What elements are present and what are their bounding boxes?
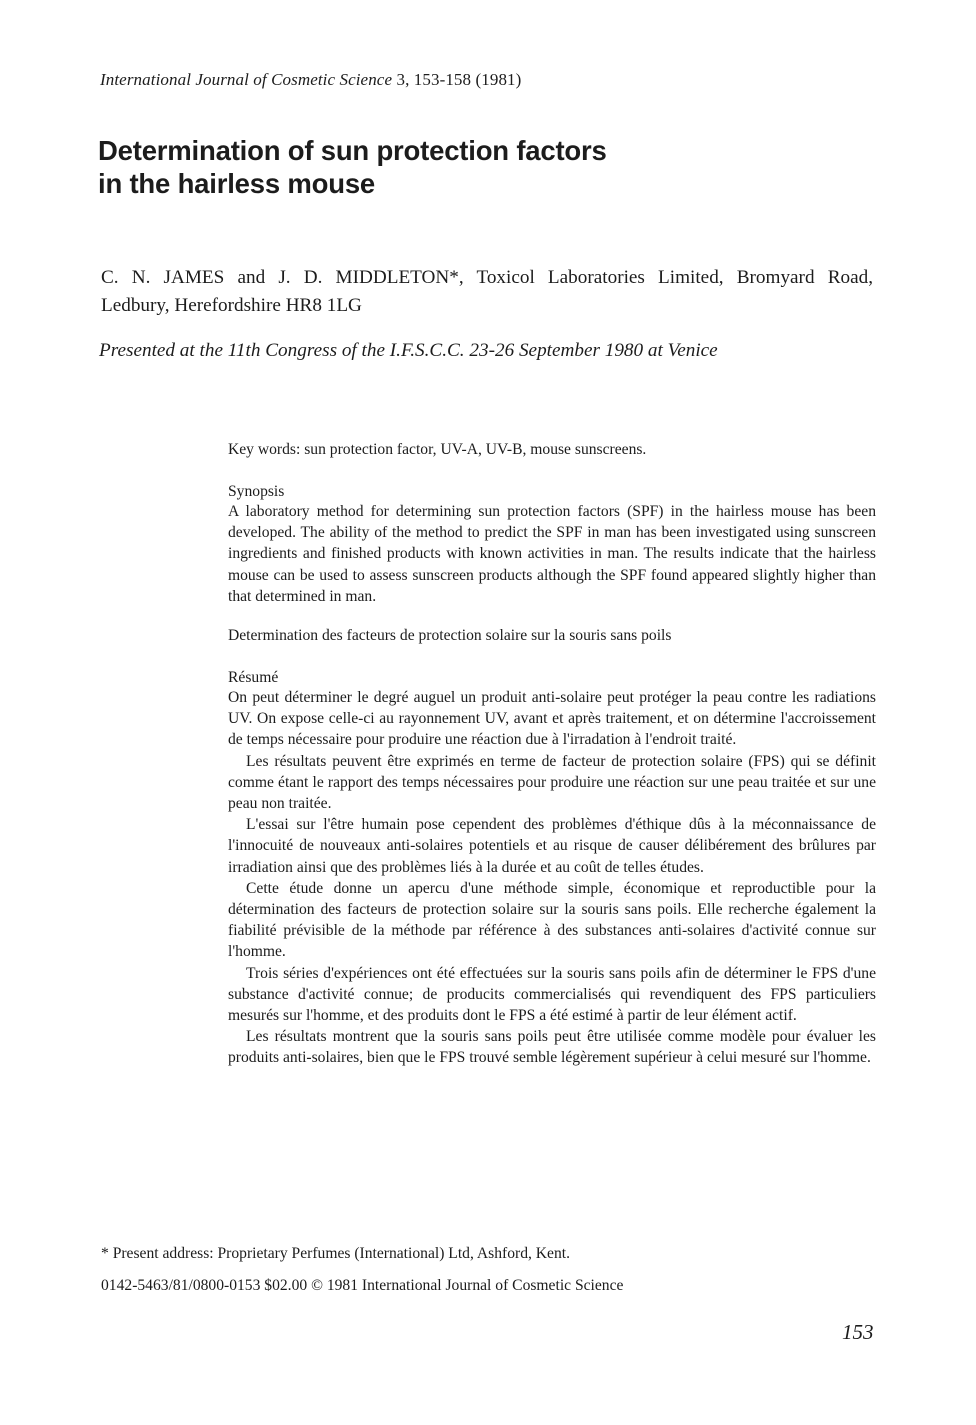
- footnote: * Present address: Proprietary Perfumes (International) Ltd, Ashford, Kent.: [101, 1245, 570, 1262]
- page-number: 153: [842, 1320, 874, 1344]
- synopsis-text: A laboratory method for determining sun protection factors (SPF) in the hairless mouse has been developed. The ability of the method to predict the SPF in man has been investigated using sunscreen ingredients and finished products with known activities in man. The results indicate that the hairless mouse can be used to assess sunscreen products although the SPF found appeared slightly higher than that determined in man.: [228, 503, 876, 605]
- resume-paragraph: L'essai sur l'être humain pose cependent des problèmes d'éthique dûs à la méconnaissance de l'innocuité de nouveaux anti-solaires potentiels et au risque de causer délibérement des brûlures par irradiation ainsi que des problèmes liés à la durée et au coût de telles études.: [228, 816, 876, 876]
- resume-paragraph: On peut déterminer le degré auguel un produit anti-solaire peut protéger la peau contre les radiations UV. On expose celle-ci au rayonnement UV, avant et après traitement, et on détermine l'accroissement de temps nécessaire pour produire une réaction due à l'irradation à l'endroit traité.: [228, 689, 876, 749]
- journal-name: International Journal of Cosmetic Science: [100, 70, 393, 89]
- synopsis-heading: Synopsis: [228, 483, 285, 500]
- authors-address: Ledbury, Herefordshire HR8 1LG: [101, 295, 362, 316]
- authors-affiliation: C. N. JAMES and J. D. MIDDLETON*, Toxicol Laboratories Limited, Bromyard Road,: [101, 267, 873, 288]
- french-title: Determination des facteurs de protection solaire sur la souris sans poils: [228, 627, 672, 644]
- keywords: [228, 439, 876, 460]
- volume-pages: 3, 153-158 (1981): [396, 70, 522, 89]
- resume-heading: Résumé: [228, 669, 279, 686]
- keywords-value: sun protection factor, UV-A, UV-B, mouse sunscreens.: [304, 441, 647, 458]
- keywords-label: Key words:: [228, 441, 301, 458]
- resume-paragraph: Trois séries d'expériences ont été effectuées sur la souris sans poils afin de déterminer le FPS d'une substance d'activité connue; de producits commercialisés qui revendiquent des FPS particuliers mesurés sur l'homme, et des produits dont le FPS a été estimé à partir de leur élément actif.: [228, 964, 876, 1025]
- page-title: [98, 134, 607, 200]
- resume-text: [228, 687, 876, 1069]
- title-line-2: in the hairless mouse: [98, 168, 376, 199]
- title-line-1: Determination of sun protection factors: [98, 135, 607, 166]
- resume-paragraph: Les résultats peuvent être exprimés en terme de facteur de protection solaire (FPS) qui se définit comme étant le rapport des temps nécessaires pour produire une réaction sur une peau traitée et sur une peau non traitée.: [228, 752, 876, 813]
- journal-citation: [100, 70, 521, 90]
- copyright-line: 0142-5463/81/0800-0153 $02.00 © 1981 International Journal of Cosmetic Science: [101, 1277, 624, 1294]
- resume-paragraph: Les résultats montrent que la souris sans poils peut être utilisée comme modèle pour évaluer les produits anti-solaires, bien que le FPS trouvé semble légèrement supérieur à celui mesuré sur l'homme.: [228, 1028, 876, 1067]
- resume-paragraph: Cette étude donne un apercu d'une méthode simple, économique et reproductible pour la détermination des facteurs de protection solaire sur la souris sans poils. Elle recherche également la fiabilité prévisible de la méthode par référence à des substances anti-solaires d'activité connue sur l'homme.: [228, 879, 876, 961]
- presented-note: Presented at the 11th Congress of the I.F.S.C.C. 23-26 September 1980 at Venice: [99, 340, 718, 361]
